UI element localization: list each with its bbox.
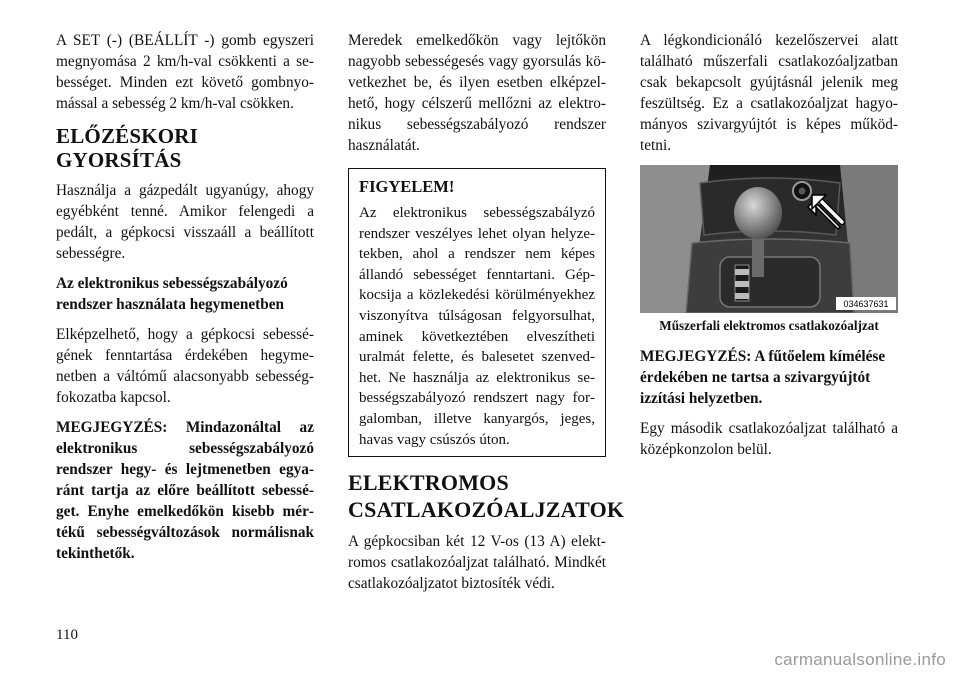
column-right — [640, 30, 898, 469]
heading-power-outlets: ELEKTROMOS CSATLAKOZÓALJZATOK — [348, 470, 625, 523]
paragraph-second-outlet: Egy második csatlakozóaljzat található a középkonzolon belül. — [640, 420, 898, 458]
watermark-text[interactable]: carmanualsonline.info — [774, 650, 946, 669]
note-hill-speed: MEGJEGYZÉS: Mindazonáltal az elektronikus sebességszabályozó rendszer hegy- és lejtmenetben egyaránt tartja az előre beállított sebességet. Enyhe emelkedőkön kisebb mértékű sebességváltozások normálisnak tekinthetők. — [56, 419, 314, 562]
page-number: 110 — [56, 627, 78, 643]
paragraph-outlets: A gépkocsiban két 12 V-os (13 A) elektromos csatlakozóaljzat található. Mindkét csatlakozóaljzatot biztosíték védi. — [348, 533, 606, 593]
paragraph-downshift: Elképzelhető, hogy a gépkocsi sebességének fenntartása érdekében hegymenetben a váltómű alacsonyabb sebességfokozatba kapcsol. — [56, 326, 314, 406]
warning-box — [348, 168, 606, 457]
figure-caption: Műszerfali elektromos csatlakozóaljzat — [659, 318, 879, 333]
column-left — [56, 30, 314, 573]
note-lighter: MEGJEGYZÉS: A fűtőelem kímélése érdekében ne tartsa a szivargyújtót izzítási helyzetben. — [640, 348, 886, 407]
paragraph-set-button: A SET (-) (BEÁLLÍT -) gomb egyszeri megnyomása 2 km/h-val csökkenti a sebességet. Minden ezt követő gombnyomással a sebesség 2 km/h-val csökken. — [56, 32, 314, 112]
paragraph-dashboard-outlet: A légkondicionáló kezelőszervei alatt található műszerfali csatlakozóaljzatban csak bekapcsolt gyújtásnál jelenik meg feszültség. Ez a csatlakozóaljzat hagyományos szivargyújtót is képes működtetni. — [640, 32, 898, 154]
paragraph-accelerator: Használja a gázpedált ugyanúgy, ahogy egyébként tenné. Amikor felengedi a pedált, a gépkocsi visszaáll a beállított sebességre. — [56, 182, 314, 262]
console-illustration — [640, 165, 898, 313]
warning-text: Az elektronikus sebességszabályzó rendszer veszélyes lehet olyan helyzetekben, ahol a rendszer nem képes állandó sebességet fenntartani. Gépkocsija a közlekedési körülményekhez viszonyítva túlságosan felgyorsulhat, aminek következtében elveszítheti uralmát felette, és balesetet szenvedhet. Ne használja az elektronikus sebességszabályozó rendszert nagy forgalomban, illetve kanyargós, jeges, havas vagy csúszós úton. — [359, 205, 595, 448]
figure-code: 034637631 — [843, 299, 889, 309]
outlet-photo — [640, 165, 898, 313]
paragraph-steep-slopes: Meredek emelkedőkön vagy lejtőkön nagyobb sebességesés vagy gyorsulás következhet be, és ilyen esetben elképzelhető, hogy célszerű mellőzni az elektronikus sebességszabályozó rendszer használatát. — [348, 32, 606, 154]
warning-title: FIGYELEM! — [359, 177, 455, 196]
heading-overtake-acceleration: ELŐZÉSKORI GYORSÍTÁS — [56, 124, 199, 172]
subheading-hill-use: Az elektronikus sebességszabályozó rendszer használata hegymenetben — [56, 275, 288, 313]
column-middle — [348, 30, 625, 603]
